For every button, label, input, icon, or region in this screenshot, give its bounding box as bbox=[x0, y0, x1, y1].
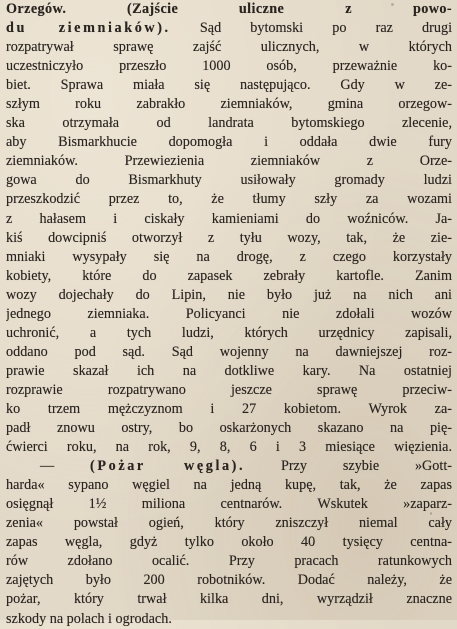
article-line bbox=[6, 19, 452, 38]
article-line: ko trzem mężczyznom i 27 kobietom. Wyrok za- bbox=[6, 400, 452, 417]
paper-speck bbox=[12, 388, 14, 390]
article-line bbox=[6, 0, 452, 19]
article-line: szłym roku zabrakło ziemniaków, gmina orzegow- bbox=[6, 96, 452, 113]
article-heading-title: uliczne z powo- bbox=[238, 1, 452, 17]
article-line: rów zdołano ocalić. Przy pracach ratunkowych bbox=[6, 553, 452, 570]
article-line: ska otrzymała od landrata bytomskiego zlecenie, bbox=[6, 115, 452, 132]
article-line: zajętych było 200 robotników. Dodać należy, że bbox=[6, 572, 452, 589]
article-line: oddano pod sąd. Sąd wojenny na dawniejszej roz- bbox=[6, 343, 452, 360]
article-text: Przy szybie »Gott- bbox=[281, 458, 452, 475]
article-line: gowa do Bismarkhuty usiłowały gromady ludzi bbox=[6, 172, 452, 189]
article-text: Sąd bytomski po raz drugi bbox=[199, 20, 452, 37]
article-line: szkody na polach i ogrodach. bbox=[6, 610, 172, 627]
article-line: padł znowu ostry, bo oskarżonych skazano na pię- bbox=[6, 420, 452, 437]
article-heading-place: Orzegów. bbox=[6, 1, 67, 17]
article-line: jednego ziemniaka. Policyanci nie zdołali wozów bbox=[6, 305, 452, 322]
article-pozar-wegla bbox=[6, 457, 452, 628]
article-line: biet. Sprawa miała się następująco. Gdy w ze- bbox=[6, 77, 452, 94]
article-line: uchronić, a tych ludzi, których urzędnicy zapisali, bbox=[6, 324, 452, 341]
article-line: harda« sypano węgiel na jedną kupę, tak, że zapas bbox=[6, 477, 452, 494]
article-line: zenia« powstał ogień, który zniszczył niemal cały bbox=[6, 515, 452, 532]
article-line: przeszkodzić przez to, że tłumy szły za wozami bbox=[6, 191, 452, 208]
article-line: aby Bismarkhucie dopomogła i oddała dwie fury bbox=[6, 134, 452, 151]
article-heading-dash: — bbox=[40, 458, 55, 475]
article-line: osięgnął 1½ miliona centnarów. Wskutek »zaparz- bbox=[6, 496, 452, 513]
article-heading-title: (Zajście bbox=[126, 1, 179, 17]
article-line: rozpatrywał sprawę zajść ulicznych, w których bbox=[6, 39, 452, 56]
article-line: prawie skazał ich na dotkliwe kary. Na ostatniej bbox=[6, 362, 452, 379]
article-line: rozprawie rozpatrywano jeszcze sprawę przeciw- bbox=[6, 381, 452, 398]
article-line: ćwierci roku, na rok, 9, 8, 6 i 3 miesiące więzienia. bbox=[6, 439, 452, 456]
article-line bbox=[6, 457, 452, 476]
article-heading-title: (Pożar węgla). bbox=[90, 458, 246, 475]
article-line: pożar, który trwał kilka dni, wyrządził znaczne bbox=[6, 591, 452, 608]
article-line: kiś dowcipniś otworzył z tyłu wozy, tak, że zie- bbox=[6, 229, 452, 246]
article-line: z hałasem i ciskały kamieniami do woźniców. Ja- bbox=[6, 210, 452, 227]
article-heading-title: du ziemniaków). bbox=[6, 20, 171, 37]
article-line: kobiety, które do zapasek zebrały kartofle. Zanim bbox=[6, 267, 452, 284]
article-line: uczestniczyło przeszło 1000 osób, przeważnie ko- bbox=[6, 58, 452, 75]
article-line: mniaki wysypały się na drogę, z czego korzystały bbox=[6, 248, 452, 265]
paper-speck bbox=[391, 3, 394, 6]
article-line: zapas węgla, gdyż tylko około 40 tysięcy centna- bbox=[6, 534, 452, 551]
article-line: wozy dojechały do Lipin, nie było już na nich ani bbox=[6, 286, 452, 303]
paper-speck bbox=[430, 512, 432, 515]
article-orzegow bbox=[6, 0, 452, 457]
article-line: ziemniaków. Przewiezienia ziemniaków z Orze- bbox=[6, 153, 452, 170]
